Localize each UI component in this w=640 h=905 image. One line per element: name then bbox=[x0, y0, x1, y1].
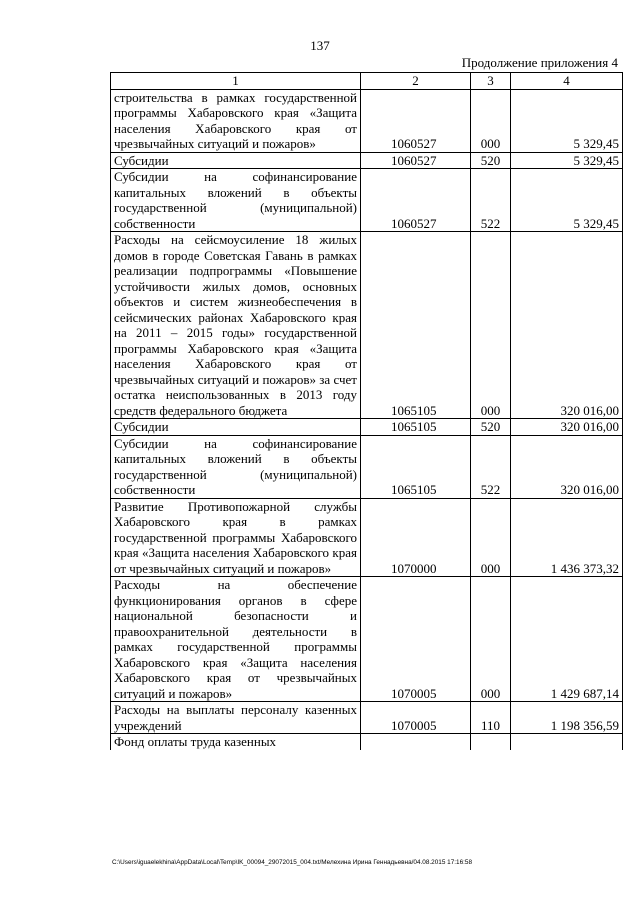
row-target-code bbox=[361, 734, 471, 750]
row-description: строительства в рамках государственной программы Хабаровского края «Защита населения Хабаровского края от чрезвычайных ситуаций и пожаров» bbox=[111, 89, 361, 152]
row-expense-type: 522 bbox=[471, 169, 511, 232]
row-description: Субсидии на софинансирование капитальных вложений в объекты государственной (муниципальной) собственности bbox=[111, 169, 361, 232]
table-row bbox=[111, 169, 623, 232]
header-col-3: 3 bbox=[471, 73, 511, 90]
row-description: Расходы на обеспечение функционирования органов в сфере национальной безопасности и правоохранительной деятельности в рамках государственной программы Хабаровского края «Защита населения Хабаровского края от чрезвычайных ситуаций и пожаров» bbox=[111, 577, 361, 702]
appendix-continuation-label: Продолжение приложения 4 bbox=[461, 55, 618, 70]
page-number: 137 bbox=[310, 38, 330, 53]
row-amount: 5 329,45 bbox=[511, 169, 623, 232]
row-target-code: 1065105 bbox=[361, 435, 471, 498]
table-row bbox=[111, 419, 623, 436]
row-amount: 1 429 687,14 bbox=[511, 577, 623, 702]
row-target-code: 1065105 bbox=[361, 232, 471, 419]
row-amount: 320 016,00 bbox=[511, 419, 623, 436]
row-expense-type: 000 bbox=[471, 498, 511, 577]
row-amount: 5 329,45 bbox=[511, 89, 623, 152]
table-header-row bbox=[111, 73, 623, 90]
row-target-code: 1070005 bbox=[361, 577, 471, 702]
budget-table bbox=[110, 72, 623, 750]
row-description: Фонд оплаты труда казенных bbox=[111, 734, 361, 750]
row-expense-type: 520 bbox=[471, 152, 511, 169]
table-row bbox=[111, 498, 623, 577]
row-target-code: 1065105 bbox=[361, 419, 471, 436]
row-target-code: 1060527 bbox=[361, 89, 471, 152]
row-amount: 320 016,00 bbox=[511, 232, 623, 419]
document-footer-path: C:\Users\iguaelekhina\AppData\Local\Temp\IK_00094_29072015_004.txt/Мелехина Ирина Геннадьевна/04.08.2015 17:16:58 bbox=[112, 859, 473, 866]
row-description: Субсидии bbox=[111, 419, 361, 436]
row-amount: 1 436 373,32 bbox=[511, 498, 623, 577]
row-amount: 5 329,45 bbox=[511, 152, 623, 169]
row-expense-type: 520 bbox=[471, 419, 511, 436]
row-target-code: 1070005 bbox=[361, 702, 471, 734]
row-amount: 320 016,00 bbox=[511, 435, 623, 498]
row-expense-type: 000 bbox=[471, 577, 511, 702]
row-amount bbox=[511, 734, 623, 750]
header-col-4: 4 bbox=[511, 73, 623, 90]
row-expense-type bbox=[471, 734, 511, 750]
table-row bbox=[111, 232, 623, 419]
table-row bbox=[111, 734, 623, 750]
table-row bbox=[111, 702, 623, 734]
row-description: Развитие Противопожарной службы Хабаровского края в рамках государственной программы Хабаровского края «Защита населения Хабаровского края от чрезвычайных ситуаций и пожаров» bbox=[111, 498, 361, 577]
row-description: Расходы на выплаты персоналу казенных учреждений bbox=[111, 702, 361, 734]
row-expense-type: 522 bbox=[471, 435, 511, 498]
table-row bbox=[111, 89, 623, 152]
row-description: Субсидии bbox=[111, 152, 361, 169]
row-target-code: 1070000 bbox=[361, 498, 471, 577]
header-col-2: 2 bbox=[361, 73, 471, 90]
row-expense-type: 000 bbox=[471, 232, 511, 419]
table-row bbox=[111, 577, 623, 702]
table-row bbox=[111, 435, 623, 498]
row-expense-type: 000 bbox=[471, 89, 511, 152]
row-description: Субсидии на софинансирование капитальных вложений в объекты государственной (муниципальной) собственности bbox=[111, 435, 361, 498]
row-target-code: 1060527 bbox=[361, 169, 471, 232]
table-row bbox=[111, 152, 623, 169]
row-target-code: 1060527 bbox=[361, 152, 471, 169]
row-description: Расходы на сейсмоусиление 18 жилых домов в городе Советская Гавань в рамках реализации подпрограммы «Повышение устойчивости жилых домов, основных объектов и систем жизнеобеспечения в сейсмических районах Хабаровского края на 2011 – 2015 годы» государственной программы Хабаровского края «Защита населения Хабаровского края от чрезвычайных ситуаций и пожаров» за счет остатка неиспользованных в 2013 году средств федерального бюджета bbox=[111, 232, 361, 419]
row-expense-type: 110 bbox=[471, 702, 511, 734]
header-col-1: 1 bbox=[111, 73, 361, 90]
row-amount: 1 198 356,59 bbox=[511, 702, 623, 734]
